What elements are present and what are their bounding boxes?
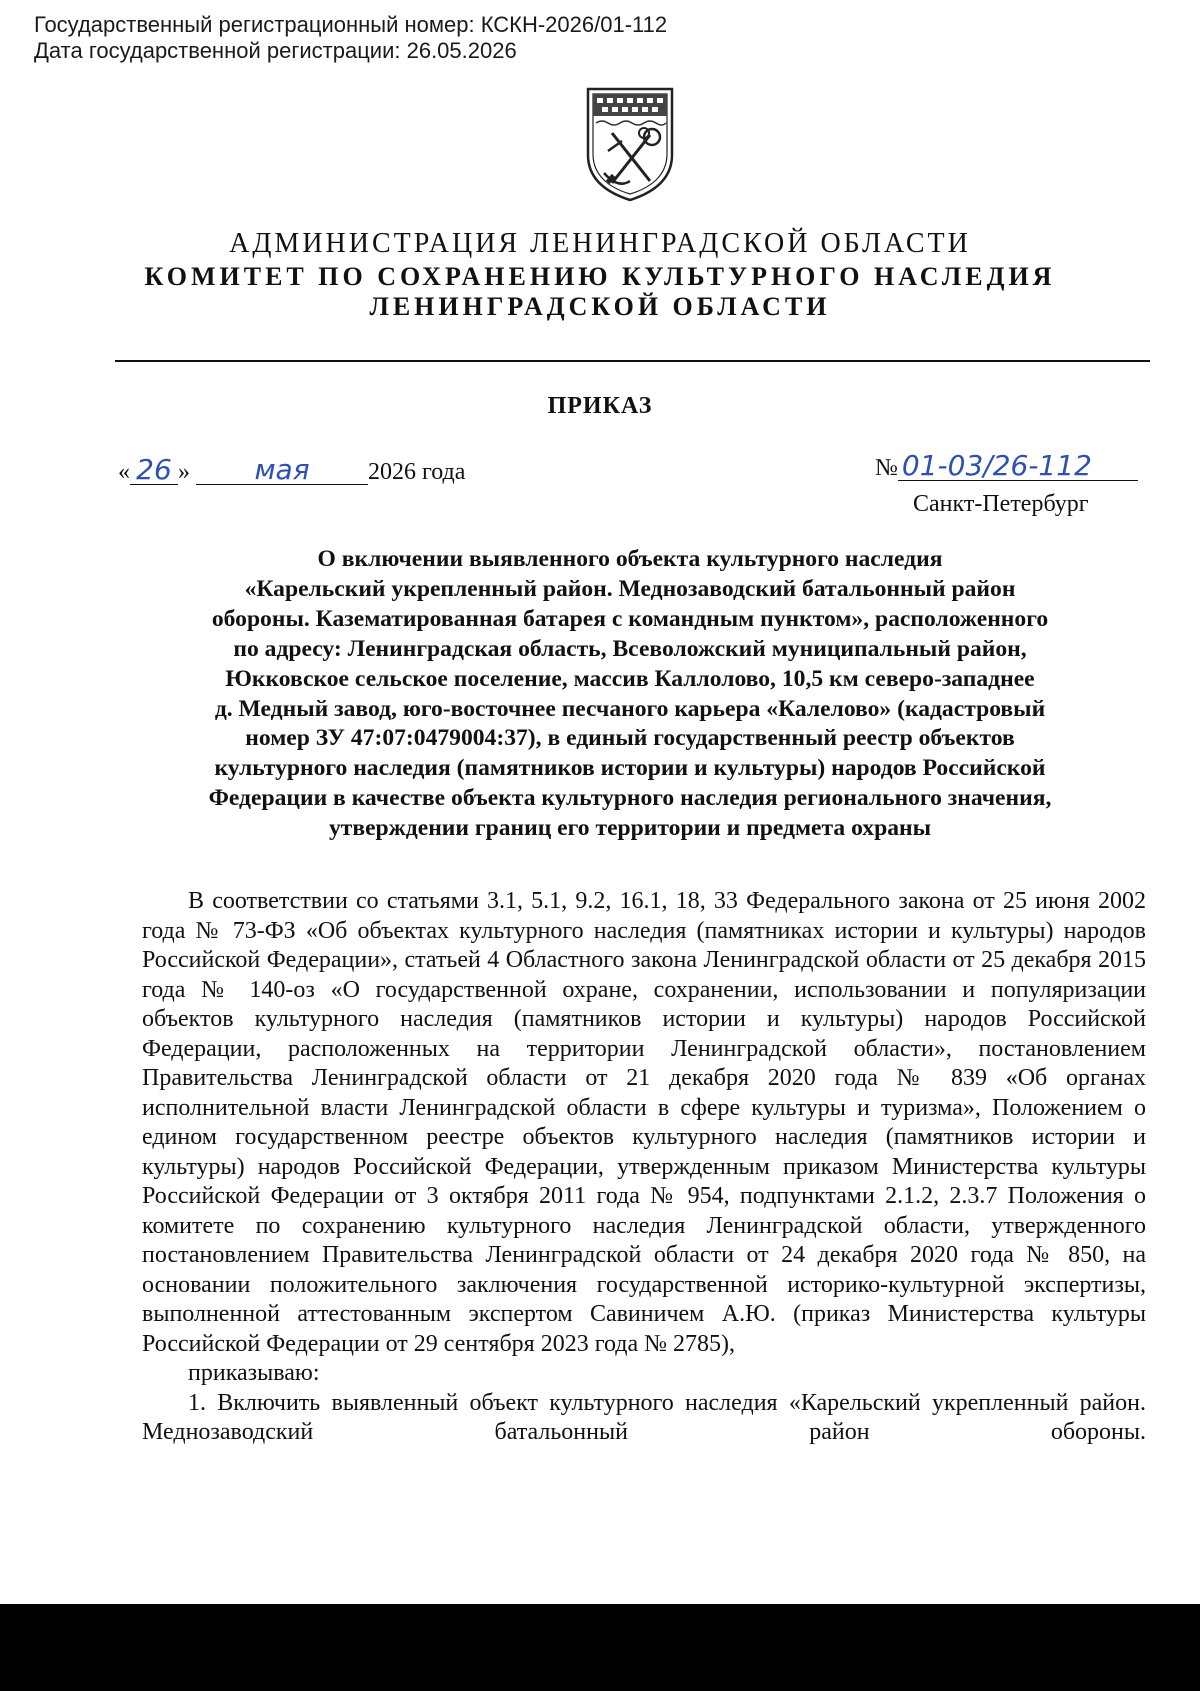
date-day-handwritten: 26 — [130, 456, 178, 485]
subject-line: д. Медный завод, юго-восточнее песчаного карьера «Калелово» (кадастровый — [214, 695, 1046, 722]
subject-line: «Карельский укрепленный район. Меднозаводский батальонный район — [244, 575, 1016, 602]
registration-date: Дата государственной регистрации: 26.05.2026 — [34, 38, 517, 63]
order-number — [875, 449, 1138, 482]
coat-of-arms-icon — [582, 85, 678, 203]
order-date — [118, 453, 466, 486]
registration-number: Государственный регистрационный номер: КСКН-2026/01-112 — [34, 12, 668, 37]
subject-line: обороны. Казематированная батарея с командным пунктом», расположенного — [211, 605, 1049, 632]
subject-line: культурного наследия (памятников истории и культуры) народов Российской — [214, 755, 1046, 782]
number-handwritten: 01-03/26-112 — [898, 452, 1138, 481]
order-word: приказываю: — [188, 1360, 320, 1386]
date-month-handwritten: мая — [196, 456, 368, 485]
registration-stamp — [34, 12, 667, 64]
subject-line: Федерации в качестве объекта культурного наследия регионального значения, — [208, 785, 1052, 812]
document-type: ПРИКАЗ — [547, 393, 653, 419]
subject-line: по адресу: Ленинградская область, Всеволожский муниципальный район, — [233, 635, 1027, 662]
order-body — [142, 887, 1146, 1448]
date-year: 2026 года — [368, 459, 466, 485]
order-subject — [110, 545, 1150, 844]
header-divider — [115, 360, 1150, 362]
administration-name: АДМИНИСТРАЦИЯ ЛЕНИНГРАДСКОЙ ОБЛАСТИ — [229, 228, 971, 259]
issue-city: Санкт-Петербург — [913, 491, 1089, 517]
preamble-paragraph: В соответствии со статьями 3.1, 5.1, 9.2, 16.1, 18, 33 Федерального закона от 25 июня 2002 года № 73-ФЗ «Об объектах культурного наследия (памятниках истории и культуры) народов Российской Федерации», статьей 4 Областного закона Ленинградской области от 25 декабря 2015 года № 140-оз «О государственной охране, сохранении, использовании и популяризации объектов культурного наследия (памятников истории и культуры) народов Российской Федерации, расположенных на территории Ленинградской области», постановлением Правительства Ленинградской области от 21 декабря 2020 года № 839 «Об органах исполнительной власти Ленинградской области в сфере культуры и туризма», Положением о едином государственном реестре объектов культурного наследия (памятников истории и культуры) народов Российской Федерации, утвержденным приказом Министерства культуры Российской Федерации от 3 октября 2011 года № 954, подпунктами 2.1.2, 2.3.7 Положения о комитете по сохранению культурного наследия Ленинградской области, утвержденного постановлением Правительства Ленинградской области от 24 декабря 2020 года № 850, на основании положительного заключения государственной историко-культурной экспертизы, выполненной аттестованным экспертом Савиничем А.Ю. (приказ Министерства культуры Российской Федерации от 29 сентября 2023 года № 2785), — [142, 888, 1146, 1357]
committee-name-line-1: КОМИТЕТ ПО СОХРАНЕНИЮ КУЛЬТУРНОГО НАСЛЕДИЯ — [144, 262, 1056, 291]
date-close-quote: » — [178, 459, 190, 485]
number-prefix: № — [875, 455, 898, 481]
subject-line: номер ЗУ 47:07:0479004:37), в единый государственный реестр объектов — [245, 725, 1015, 752]
committee-name-line-2: ЛЕНИНГРАДСКОЙ ОБЛАСТИ — [369, 292, 831, 321]
subject-line: О включении выявленного объекта культурного наследия — [317, 546, 943, 572]
date-open-quote: « — [118, 459, 130, 485]
order-item-1: 1. Включить выявленный объект культурного наследия «Карельский укрепленный район. Меднозаводский батальонный район обороны. — [142, 1389, 1146, 1445]
subject-line: утверждении границ его территории и предмета охраны — [328, 815, 932, 842]
subject-line: Юкковское сельское поселение, массив Каллолово, 10,5 км северо-западнее — [225, 665, 1035, 692]
scan-bottom-border — [0, 1604, 1200, 1691]
